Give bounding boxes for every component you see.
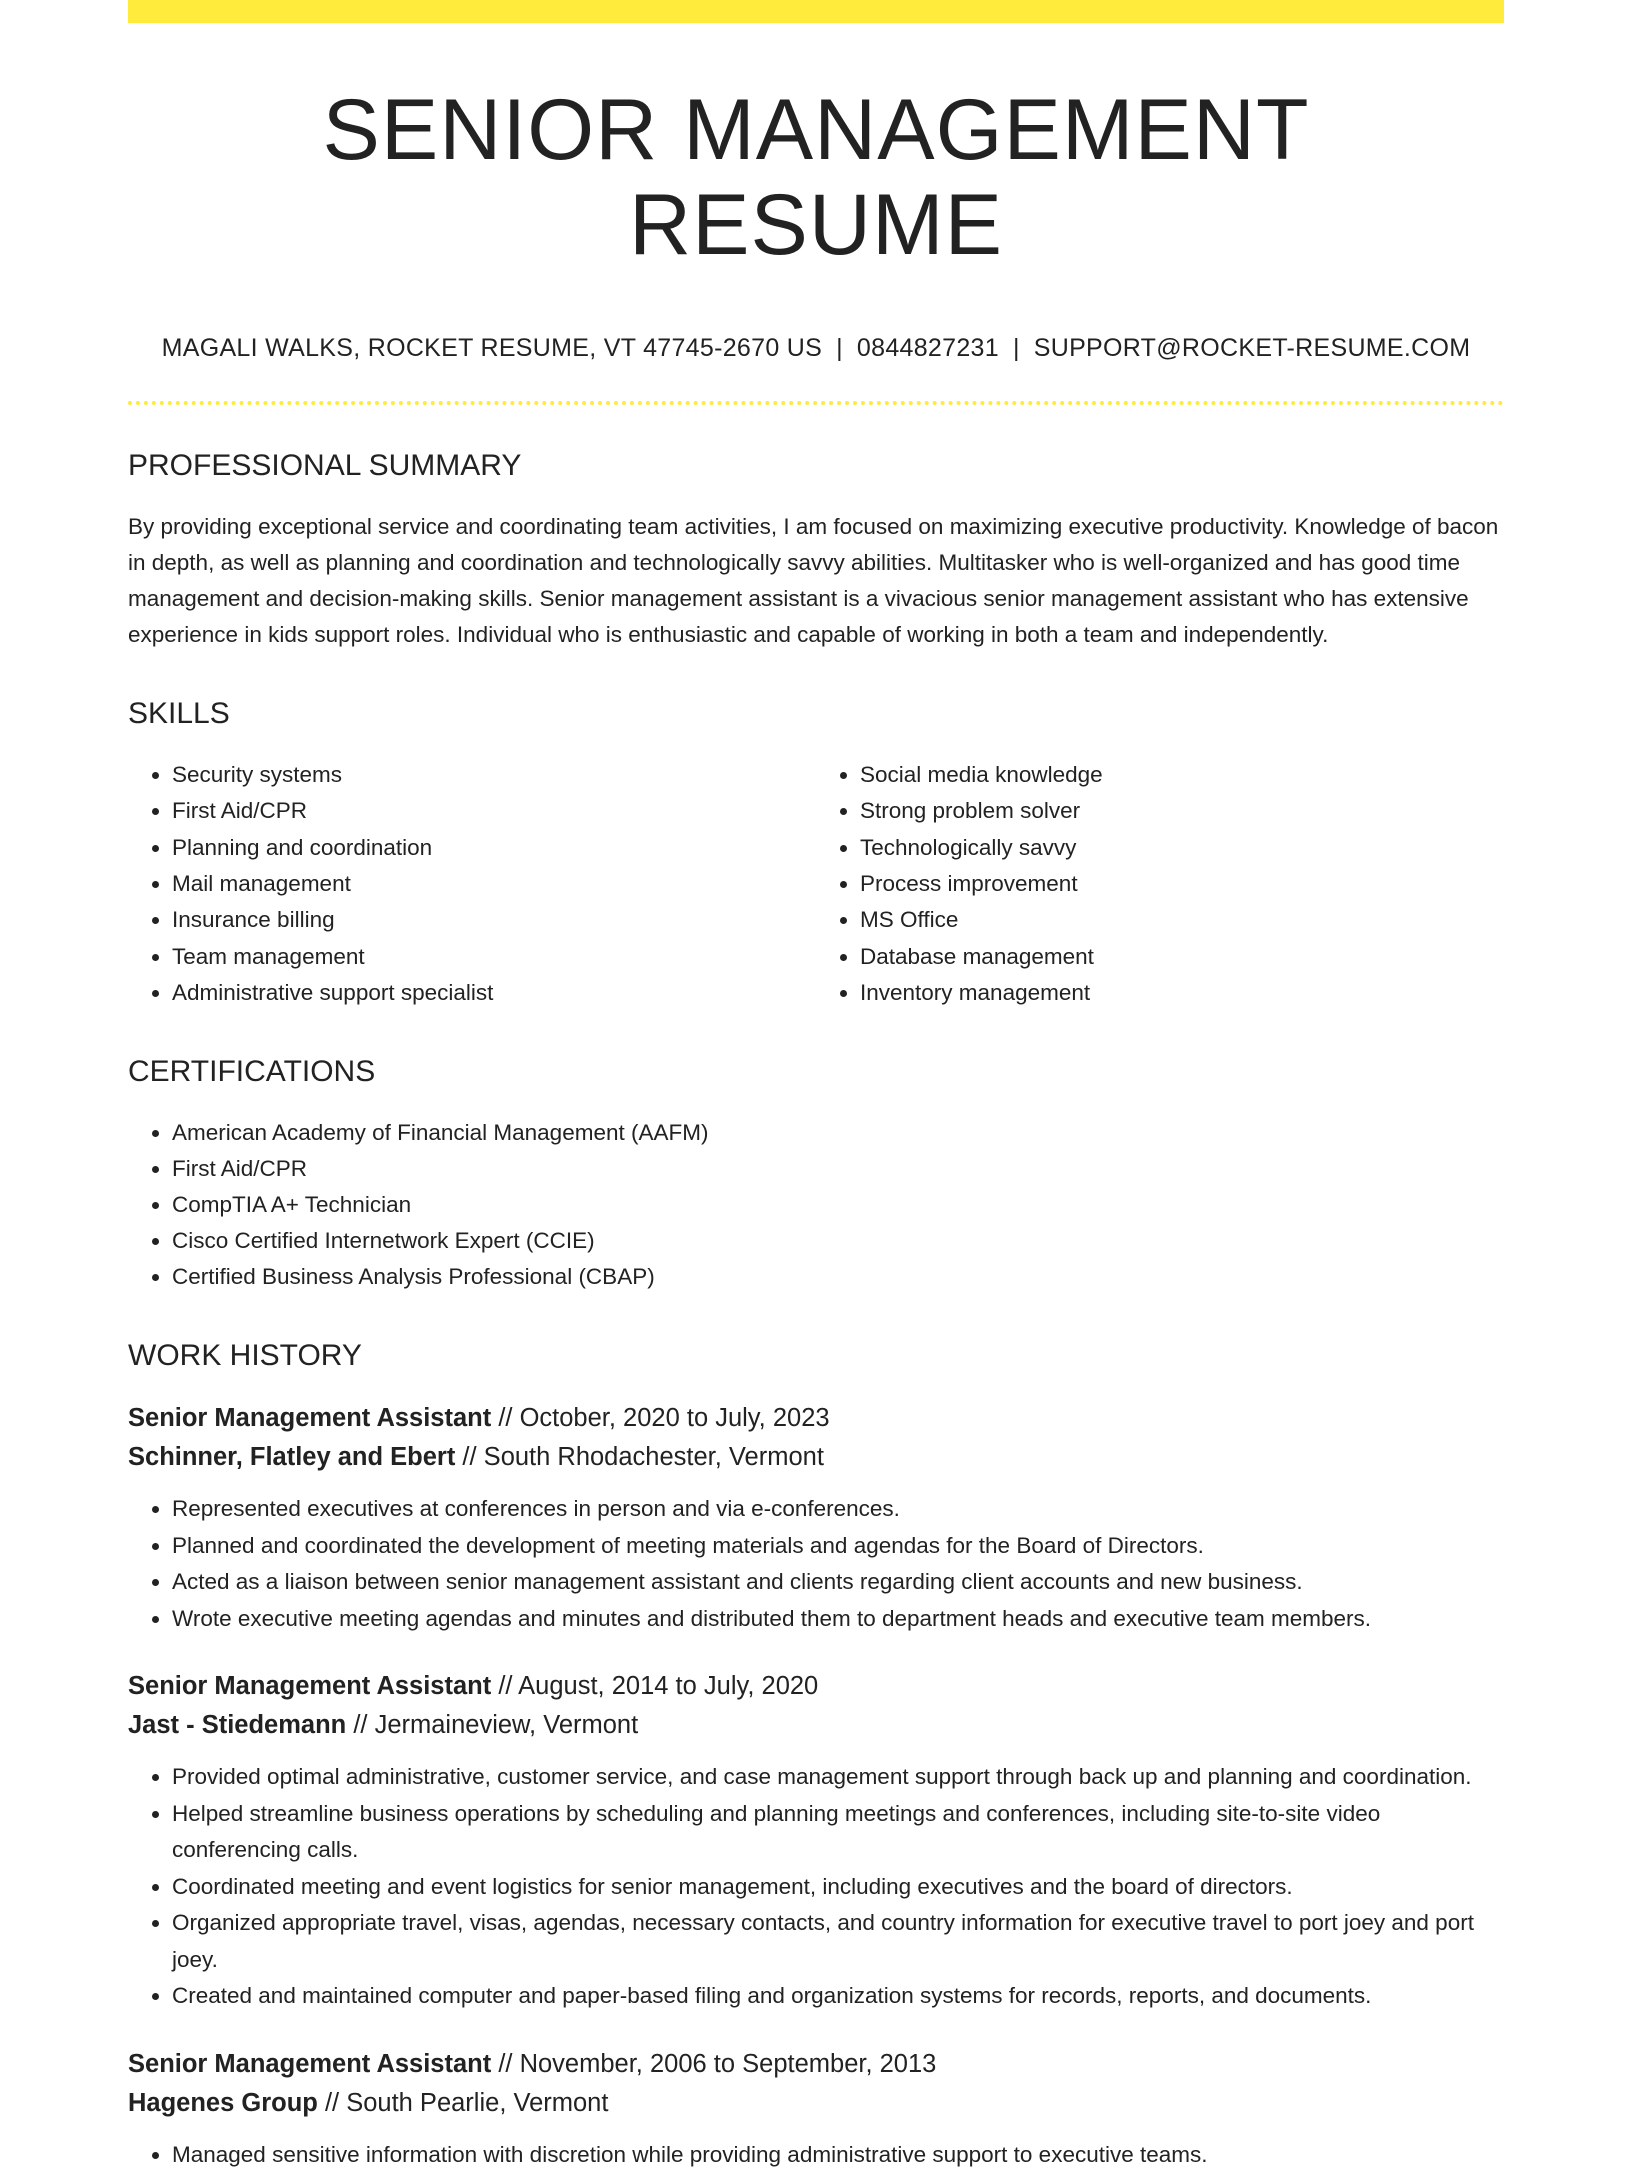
job-entry — [128, 1399, 1504, 1637]
job-title: Senior Management Assistant — [128, 1404, 492, 1433]
certifications-list — [128, 1115, 1504, 1295]
certification-item: • First Aid/CPR — [172, 1151, 1504, 1187]
skill-item: • Planning and coordination — [172, 830, 816, 866]
job-company-line — [128, 1438, 1504, 1477]
resume-page — [128, 0, 1504, 2173]
contact-address: MAGALI WALKS, ROCKET RESUME, VT 47745-2670 US — [161, 334, 823, 363]
job-title-line — [128, 1399, 1504, 1438]
contact-separator: | — [836, 334, 843, 363]
skill-item: • Inventory management — [860, 975, 1504, 1011]
skills-left-list — [128, 757, 816, 1011]
job-company: Jast - Stiedemann — [128, 1711, 347, 1740]
job-dates: // November, 2006 to September, 2013 — [491, 2049, 937, 2078]
certification-item: • CompTIA A+ Technician — [172, 1187, 1504, 1223]
skill-item: • MS Office — [860, 902, 1504, 938]
skill-item: • Team management — [172, 939, 816, 975]
job-bullet: • Planned and coordinated the development of meeting materials and agendas for the Board of Directors. — [172, 1528, 1504, 1565]
skill-item: • Social media knowledge — [860, 757, 1504, 793]
job-dates: // October, 2020 to July, 2023 — [491, 1404, 830, 1433]
accent-top-bar — [128, 0, 1504, 23]
job-location: // South Pearlie, Vermont — [317, 2088, 609, 2117]
contact-email: SUPPORT@ROCKET-RESUME.COM — [1033, 334, 1471, 363]
page-title: SENIOR MANAGEMENT RESUME — [322, 82, 1310, 273]
skill-item: • Security systems — [172, 757, 816, 793]
certifications-heading: CERTIFICATIONS — [128, 1055, 376, 1089]
skill-item: • Strong problem solver — [860, 793, 1504, 829]
skill-item: • Insurance billing — [172, 902, 816, 938]
job-bullet: • Managed sensitive information with discretion while providing administrative support to executive teams. — [172, 2137, 1504, 2173]
job-title-line — [128, 1667, 1504, 1706]
skills-columns — [128, 757, 1504, 1011]
job-bullet: • Created and maintained computer and paper-based filing and organization systems for records, reports, and documents. — [172, 1978, 1504, 2015]
skills-right-list — [816, 757, 1504, 1011]
job-title-line — [128, 2045, 1504, 2084]
contact-separator: | — [1012, 334, 1020, 363]
job-title: Senior Management Assistant — [128, 2049, 492, 2078]
job-bullet: • Coordinated meeting and event logistics for senior management, including executives and the board of directors. — [172, 1869, 1504, 1906]
job-location: // Jermaineview, Vermont — [346, 1711, 639, 1740]
job-bullet: • Acted as a liaison between senior management assistant and clients regarding client accounts and new business. — [172, 1564, 1504, 1601]
summary-text: By providing exceptional service and coordinating team activities, I am focused on maximizing executive productivity. Knowledge of bacon in depth, as well as planning and coordination and technologically savvy abilities. Multitasker who is well-organized and has good time management and decision-making skills. Senior management assistant is a vivacious senior management assistant who has extensive experience in kids support roles. Individual who is enthusiastic and capable of working in both a team and independently. — [128, 514, 1499, 648]
skill-item: • Administrative support specialist — [172, 975, 816, 1011]
job-title: Senior Management Assistant — [128, 1672, 492, 1701]
job-bullet: • Helped streamline business operations by scheduling and planning meetings and conferences, including site-to-site video conferencing calls. — [172, 1796, 1504, 1869]
job-dates: // August, 2014 to July, 2020 — [491, 1672, 819, 1701]
skill-item: • Technologically savvy — [860, 830, 1504, 866]
contact-phone: 0844827231 — [856, 334, 999, 363]
job-entry — [128, 2045, 1504, 2173]
skills-heading: SKILLS — [128, 697, 230, 731]
job-company: Hagenes Group — [128, 2088, 318, 2117]
job-company-line — [128, 2084, 1504, 2123]
job-bullet: • Provided optimal administrative, customer service, and case management support through back up and planning and coordination. — [172, 1759, 1504, 1796]
job-bullet: • Represented executives at conferences in person and via e-conferences. — [172, 1491, 1504, 1528]
certification-item: • Certified Business Analysis Professional (CBAP) — [172, 1259, 1504, 1295]
contact-line — [128, 334, 1504, 363]
job-location: // South Rhodachester, Vermont — [455, 1443, 824, 1472]
job-bullets — [128, 1491, 1504, 1637]
skill-item: • First Aid/CPR — [172, 793, 816, 829]
job-bullet: • Wrote executive meeting agendas and minutes and distributed them to department heads and executive team members. — [172, 1601, 1504, 1638]
summary-heading: PROFESSIONAL SUMMARY — [128, 449, 522, 483]
certification-item: • American Academy of Financial Management (AAFM) — [172, 1115, 1504, 1151]
job-bullets — [128, 2137, 1504, 2173]
job-bullets — [128, 1759, 1504, 2015]
job-entry — [128, 1667, 1504, 2015]
job-company: Schinner, Flatley and Ebert — [128, 1443, 456, 1472]
job-company-line — [128, 1706, 1504, 1745]
work-history-heading: WORK HISTORY — [128, 1339, 362, 1373]
dotted-divider — [128, 401, 1504, 405]
skill-item: • Process improvement — [860, 866, 1504, 902]
skill-item: • Mail management — [172, 866, 816, 902]
job-bullet: • Organized appropriate travel, visas, agendas, necessary contacts, and country information for executive travel to port joey and port joey. — [172, 1905, 1504, 1978]
certification-item: • Cisco Certified Internetwork Expert (CCIE) — [172, 1223, 1504, 1259]
skill-item: • Database management — [860, 939, 1504, 975]
